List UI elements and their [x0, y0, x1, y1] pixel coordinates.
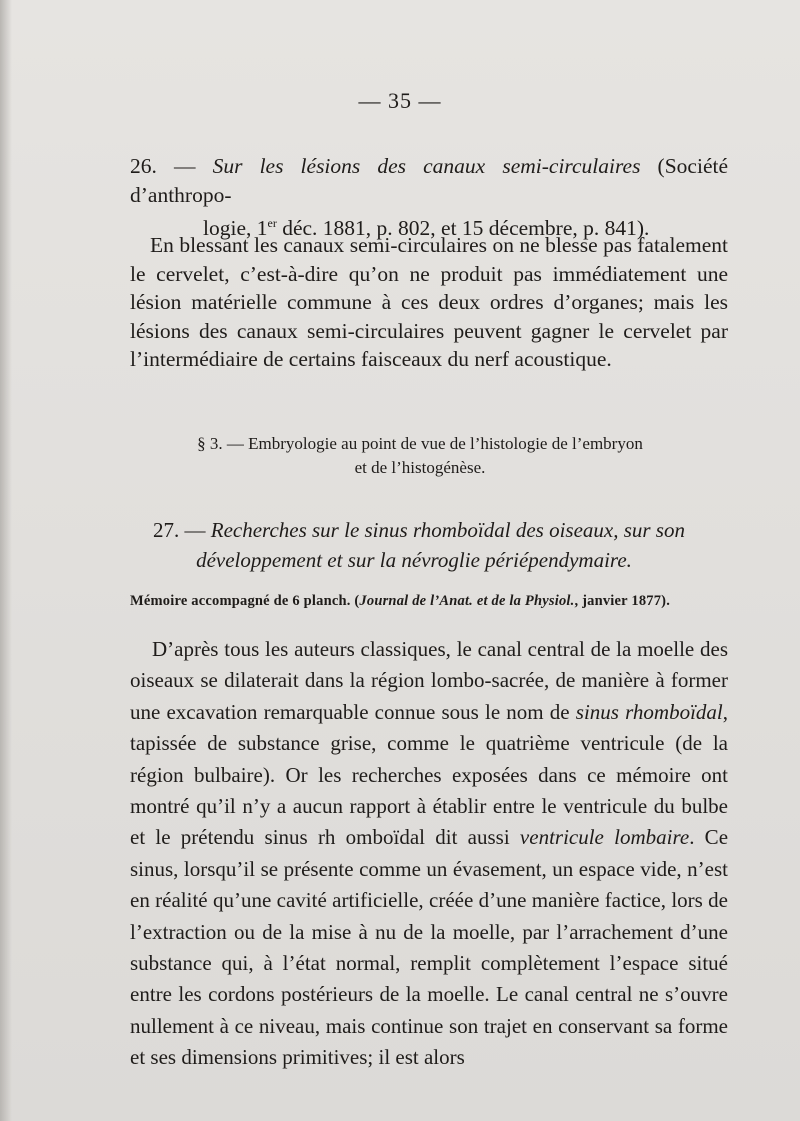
memoire-journal: Journal de l’Anat. et de la Physiol.: [359, 593, 575, 609]
paragraph-2-part-2: , tapissée de substance grise, comme le quatrième ventricule (de la région bulbaire). Or les recherches exposées dans ce mémoire ont montré qu’il n’y a aucun rapport à établir entre le ventricule du bulbe et le prétendu sinus rh omboïdal dit aussi: [130, 699, 728, 850]
paragraph-2-part-1: D’après tous les auteurs classiques, le canal central de la moelle des oiseaux se dilaterait dans la région lombo-sacrée, de manière à former une excavation remarquable connue sous le nom de: [130, 637, 728, 724]
entry-26-citation-sup: er: [267, 216, 277, 230]
entry-26: [130, 152, 728, 243]
section-3-heading: [0, 432, 800, 480]
memoire-pre: Mémoire accompagné de 6 planch. (: [129, 593, 360, 609]
entry-26-citation-a: (Société d’anthropo-: [130, 154, 728, 207]
paragraph-1: [130, 231, 728, 374]
paragraph-2: [130, 634, 728, 1074]
paragraph-2-part-3: . Ce sinus, lorsqu’il se présente comme un évasement, un espace vide, n’est en réalité qu’une cavité artificielle, créée d’une manière factice, lors de l’extraction ou de la mise à nu de la moelle, par l’arrachement d’une substance qui, à l’état normal, remplit complètement l’espace situé entre les cordons postérieurs de la moelle. Le canal central ne s’ouvre nullement à ce niveau, mais continue son trajet en conservant sa forme et ses dimensions primitives; il est alors: [130, 825, 729, 1070]
entry-26-citation-b-post: déc. 1881, p. 802, et 15 décembre, p. 841).: [276, 216, 650, 241]
section-3-line-2: et de l’histogénèse.: [354, 458, 486, 477]
entry-26-citation-b-pre: logie, 1: [203, 216, 268, 241]
memoire-post: , janvier 1877).: [574, 593, 671, 609]
section-3-line-1: § 3. — Embryologie au point de vue de l’histologie de l’embryon: [197, 434, 643, 453]
paragraph-2-term-ventricule: ventricule lombaire: [519, 825, 690, 850]
entry-26-heading: [130, 152, 728, 243]
entry-26-title: Sur les lésions des canaux semi-circulaires: [212, 154, 641, 178]
entry-26-number: 26. —: [130, 154, 196, 178]
memoire-note: [0, 593, 800, 610]
entry-27-heading: [0, 515, 800, 575]
page-number: — 35 —: [358, 88, 442, 113]
paragraph-1-text: En blessant les canaux semi-circulaires on ne blesse pas fatalement le cervelet, c’est-à-dire qu’on ne produit pas immédiatement une lésion matérielle commune à ces deux ordres d’organes; mais les lésions des canaux semi-circulaires peuvent gagner le cervelet par l’intermédiaire de certains faisceaux du nerf acoustique.: [130, 233, 728, 371]
entry-27-title-line-1: Recherches sur le sinus rhomboïdal des oiseaux, sur son: [205, 518, 685, 542]
entry-27-number: 27. —: [153, 518, 206, 542]
paragraph-2-text: [130, 634, 728, 1074]
entry-27-title-line-2: développement et sur la névroglie périépendymaire.: [196, 548, 632, 572]
paragraph-2-term-sinus: sinus rhomboïdal: [575, 699, 723, 724]
